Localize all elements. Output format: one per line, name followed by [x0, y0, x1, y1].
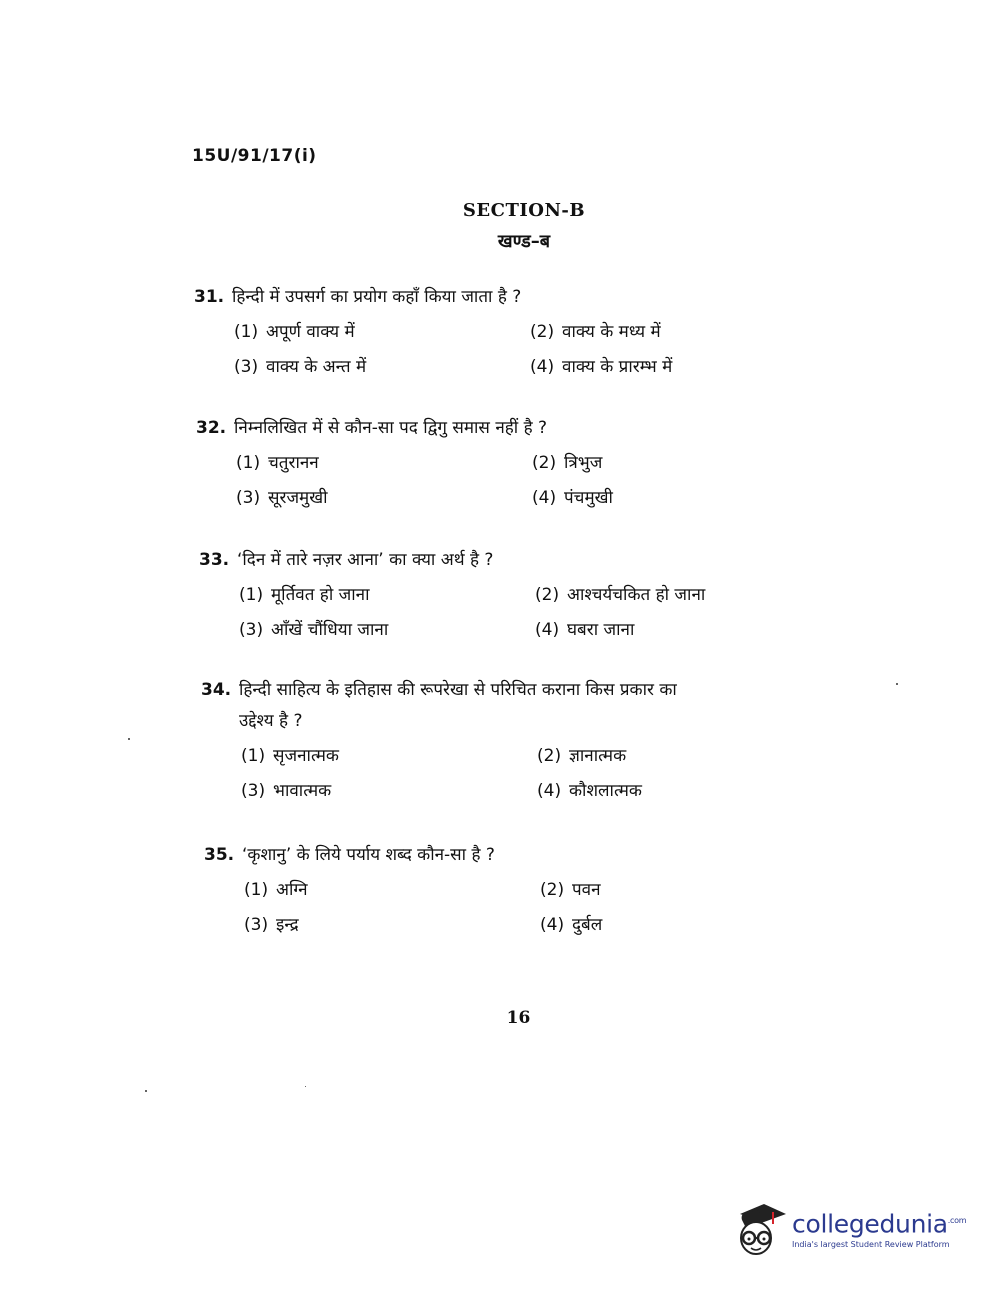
- question-text: हिन्दी साहित्य के इतिहास की रूपरेखा से परिचित कराना किस प्रकार का: [239, 680, 677, 700]
- options-grid: [196, 450, 792, 508]
- option-3: (3) आँखें चौंधिया जाना: [239, 620, 389, 640]
- option-1: (1) अग्नि: [244, 880, 308, 900]
- option-1: (1) मूर्तिवत हो जाना: [239, 585, 370, 605]
- question-32: [196, 415, 792, 508]
- option-1: (1) चतुरानन: [236, 453, 319, 473]
- option-4: (4) दुर्बल: [540, 915, 603, 935]
- question-33: [199, 547, 795, 640]
- scan-speck: [128, 738, 130, 740]
- graduate-mascot-icon: [734, 1198, 786, 1258]
- option-2: (2) पवन: [540, 880, 601, 900]
- options-grid: [201, 743, 797, 801]
- option-3: (3) भावात्मक: [241, 781, 332, 801]
- option-4: (4) पंचमुखी: [532, 488, 613, 508]
- paper-code: 15U/91/17(i): [192, 146, 317, 166]
- option-1: (1) अपूर्ण वाक्य में: [234, 322, 355, 342]
- option-2: (2) ज्ञानात्मक: [537, 746, 627, 766]
- section-title-hi: खण्ड–ब: [497, 231, 551, 252]
- question-number: 32.: [196, 418, 227, 438]
- question-text: ‘कृशानु’ के लिये पर्याय शब्द कौन-सा है ?: [242, 845, 495, 865]
- question-34: [201, 677, 797, 801]
- option-3: (3) सूरजमुखी: [236, 488, 328, 508]
- page-number: 16: [506, 1008, 531, 1028]
- logo-tagline: India's largest Student Review Platform: [792, 1240, 950, 1250]
- collegedunia-logo: [734, 1196, 967, 1260]
- question-text-continued: उद्देश्य है ?: [239, 711, 303, 731]
- options-grid: [204, 877, 800, 935]
- question-number: 31.: [194, 287, 225, 307]
- question-number: 34.: [201, 680, 232, 700]
- scan-speck: [896, 683, 898, 685]
- question-35: [204, 842, 800, 935]
- scan-speck: [305, 1086, 306, 1087]
- option-2: (2) आश्चर्यचकित हो जाना: [535, 585, 706, 605]
- options-grid: [194, 319, 790, 377]
- question-31: [194, 284, 790, 377]
- question-number: 33.: [199, 550, 230, 570]
- section-title-en: SECTION-B: [462, 200, 586, 221]
- option-2: (2) वाक्य के मध्य में: [530, 322, 661, 342]
- logo-name: collegedunia: [792, 1209, 948, 1239]
- option-4: (4) वाक्य के प्रारम्भ में: [530, 357, 673, 377]
- question-text: हिन्दी में उपसर्ग का प्रयोग कहाँ किया जाता है ?: [232, 287, 522, 307]
- option-1: (1) सृजनात्मक: [241, 746, 339, 766]
- option-3: (3) वाक्य के अन्त में: [234, 357, 367, 377]
- option-4: (4) कौशलात्मक: [537, 781, 642, 801]
- option-2: (2) त्रिभुज: [532, 453, 603, 473]
- options-grid: [199, 582, 795, 640]
- question-number: 35.: [204, 845, 235, 865]
- logo-suffix: .com: [947, 1215, 967, 1225]
- question-text: ‘दिन में तारे नज़र आना’ का क्या अर्थ है ?: [237, 550, 494, 570]
- option-3: (3) इन्द्र: [244, 915, 299, 935]
- scan-speck: [145, 1090, 147, 1092]
- question-text: निम्नलिखित में से कौन-सा पद द्विगु समास नहीं है ?: [234, 418, 548, 438]
- option-4: (4) घबरा जाना: [535, 620, 635, 640]
